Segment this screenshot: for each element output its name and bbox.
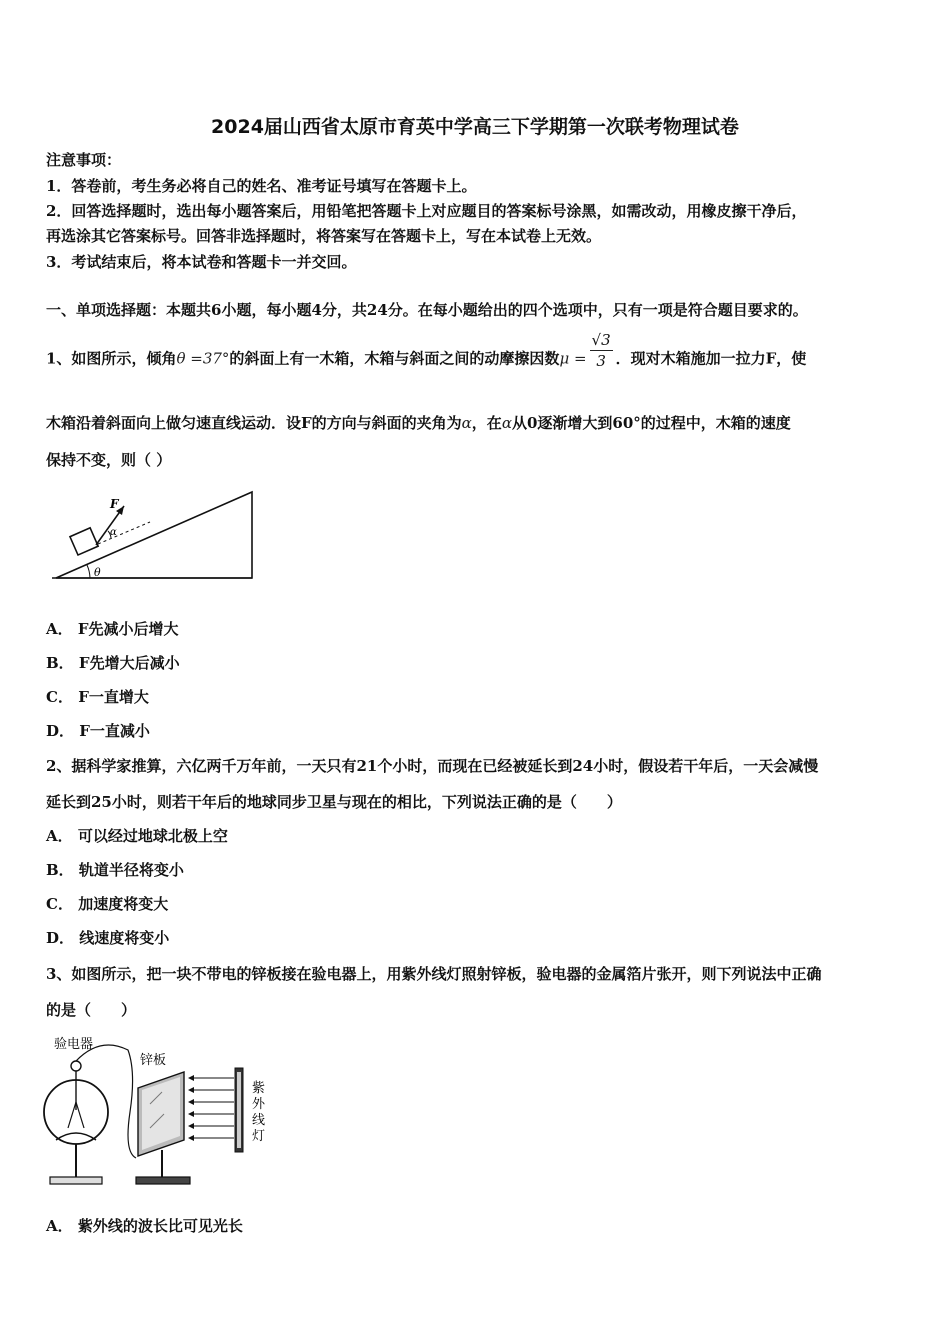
option-text: F一直增大 [78,688,149,706]
electroscope-leaf-right [76,1102,84,1128]
q2-option-a [46,826,228,846]
q1-option-d [46,721,150,741]
plate-foot [136,1177,190,1184]
option-text: F先增大后减小 [78,654,180,672]
option-text: 轨道半径将变小 [78,861,184,879]
question-1-line-1 [46,331,807,371]
uv-lamp-label-char: 灯 [252,1129,266,1144]
exam-title: 2024届山西省太原市育英中学高三下学期第一次联考物理试卷 [211,116,739,138]
q2-option-c [46,894,168,914]
q3-option-a [46,1216,243,1236]
q2-option-d [46,928,169,948]
option-letter: A． [46,1217,73,1235]
option-letter: D． [46,929,75,947]
theta-arc [87,565,90,578]
question-2-line-2: 延长到25小时，则若干年后的地球同步卫星与现在的相比，下列说法正确的是（ ） [46,793,622,811]
q1-option-b [46,653,180,673]
q1-text-c: ．现对木箱施加一拉力F，使 [615,349,807,368]
question-3-line-1: 3、如图所示，把一块不带电的锌板接在验电器上，用紫外线灯照射锌板，验电器的金属箔片张开，则下列说法中正确 [46,965,822,983]
option-text: F一直减小 [79,722,150,740]
option-letter: B． [46,861,74,879]
question-2-line-1: 2、据科学家推算，六亿两千万年前，一天只有21个小时，而现在已经被延长到24小时，假设若干年后，一天会减慢 [46,757,819,775]
zinc-plate-label: 锌板 [140,1053,167,1068]
uv-rays [190,1078,234,1138]
option-letter: A． [46,620,73,638]
q1-text-e: ，在 [471,414,502,432]
option-letter: C． [46,895,73,913]
option-text: 紫外线的波长比可见光长 [77,1217,243,1235]
notes-heading: 注意事项： [46,151,122,169]
notes-item-3: 3．考试结束后，将本试卷和答题卡一并交回。 [46,253,357,271]
option-text: 线速度将变小 [79,929,170,947]
q1-mu-expr: μ = [559,349,587,368]
q1-theta-expr: θ =37° [176,349,230,368]
theta-label: θ [94,566,101,579]
q1-alpha-2: α [501,414,512,432]
alpha-label: α [110,527,117,538]
option-letter: C． [46,688,73,706]
electroscope-leaf-left [68,1102,76,1128]
uv-lamp-label-char: 线 [252,1113,266,1128]
question-3-line-2: 的是（ ） [46,1001,137,1019]
question-1-line-3: 保持不变，则（ ） [46,451,172,469]
uv-lamp-tube [237,1072,241,1148]
q1-text-f: 从0逐渐增大到60°的过程中，木箱的速度 [511,414,791,432]
q2-option-b [46,860,184,880]
q1-text-b: 的斜面上有一木箱，木箱与斜面之间的动摩擦因数 [229,349,560,368]
q1-option-c [46,687,149,707]
option-text: F先减小后增大 [77,620,179,638]
uv-ray-arrowheads [188,1075,194,1141]
notes-item-2: 2．回答选择题时，选出每小题答案后，用铅笔把答题卡上对应题目的答案标号涂黑，如需改动，用橡皮擦干净后， [46,202,807,220]
wooden-box [70,528,98,555]
q1-text-d: 木箱沿着斜面向上做匀速直线运动．设F的方向与斜面的夹角为 [46,414,462,432]
section-heading: 一、单项选择题：本题共6小题，每小题4分，共24分。在每小题给出的四个选项中，只有一项是符合题目要求的。 [46,301,808,319]
q1-mu-denominator: 3 [596,352,606,370]
option-text: 可以经过地球北极上空 [77,827,228,845]
uv-lamp-label-char: 紫 [252,1081,266,1096]
q1-mu-numerator: √3 [591,331,611,349]
q1-option-a [46,619,179,639]
incline-figure [50,484,260,584]
option-letter: B． [46,654,74,672]
uv-lamp-label-char: 外 [252,1097,266,1112]
q1-alpha-1: α [461,414,472,432]
question-1-line-2 [46,413,791,433]
option-text: 加速度将变大 [78,895,169,913]
option-letter: D． [46,722,75,740]
electroscope-figure [40,1032,280,1192]
notes-item-1: 1．答卷前，考生务必将自己的姓名、准考证号填写在答题卡上。 [46,177,477,195]
electroscope-knob [71,1061,81,1071]
q1-text-a: 1、如图所示，倾角 [46,349,177,368]
option-letter: A． [46,827,73,845]
notes-item-2-cont: 再选涂其它答案标号。回答非选择题时，将答案写在答题卡上，写在本试卷上无效。 [46,227,602,245]
electroscope-base-curve [56,1133,96,1140]
electroscope-foot [50,1177,102,1184]
electroscope-label: 验电器 [54,1037,94,1052]
q1-mu-fraction [590,330,613,371]
force-label: F [110,497,119,511]
